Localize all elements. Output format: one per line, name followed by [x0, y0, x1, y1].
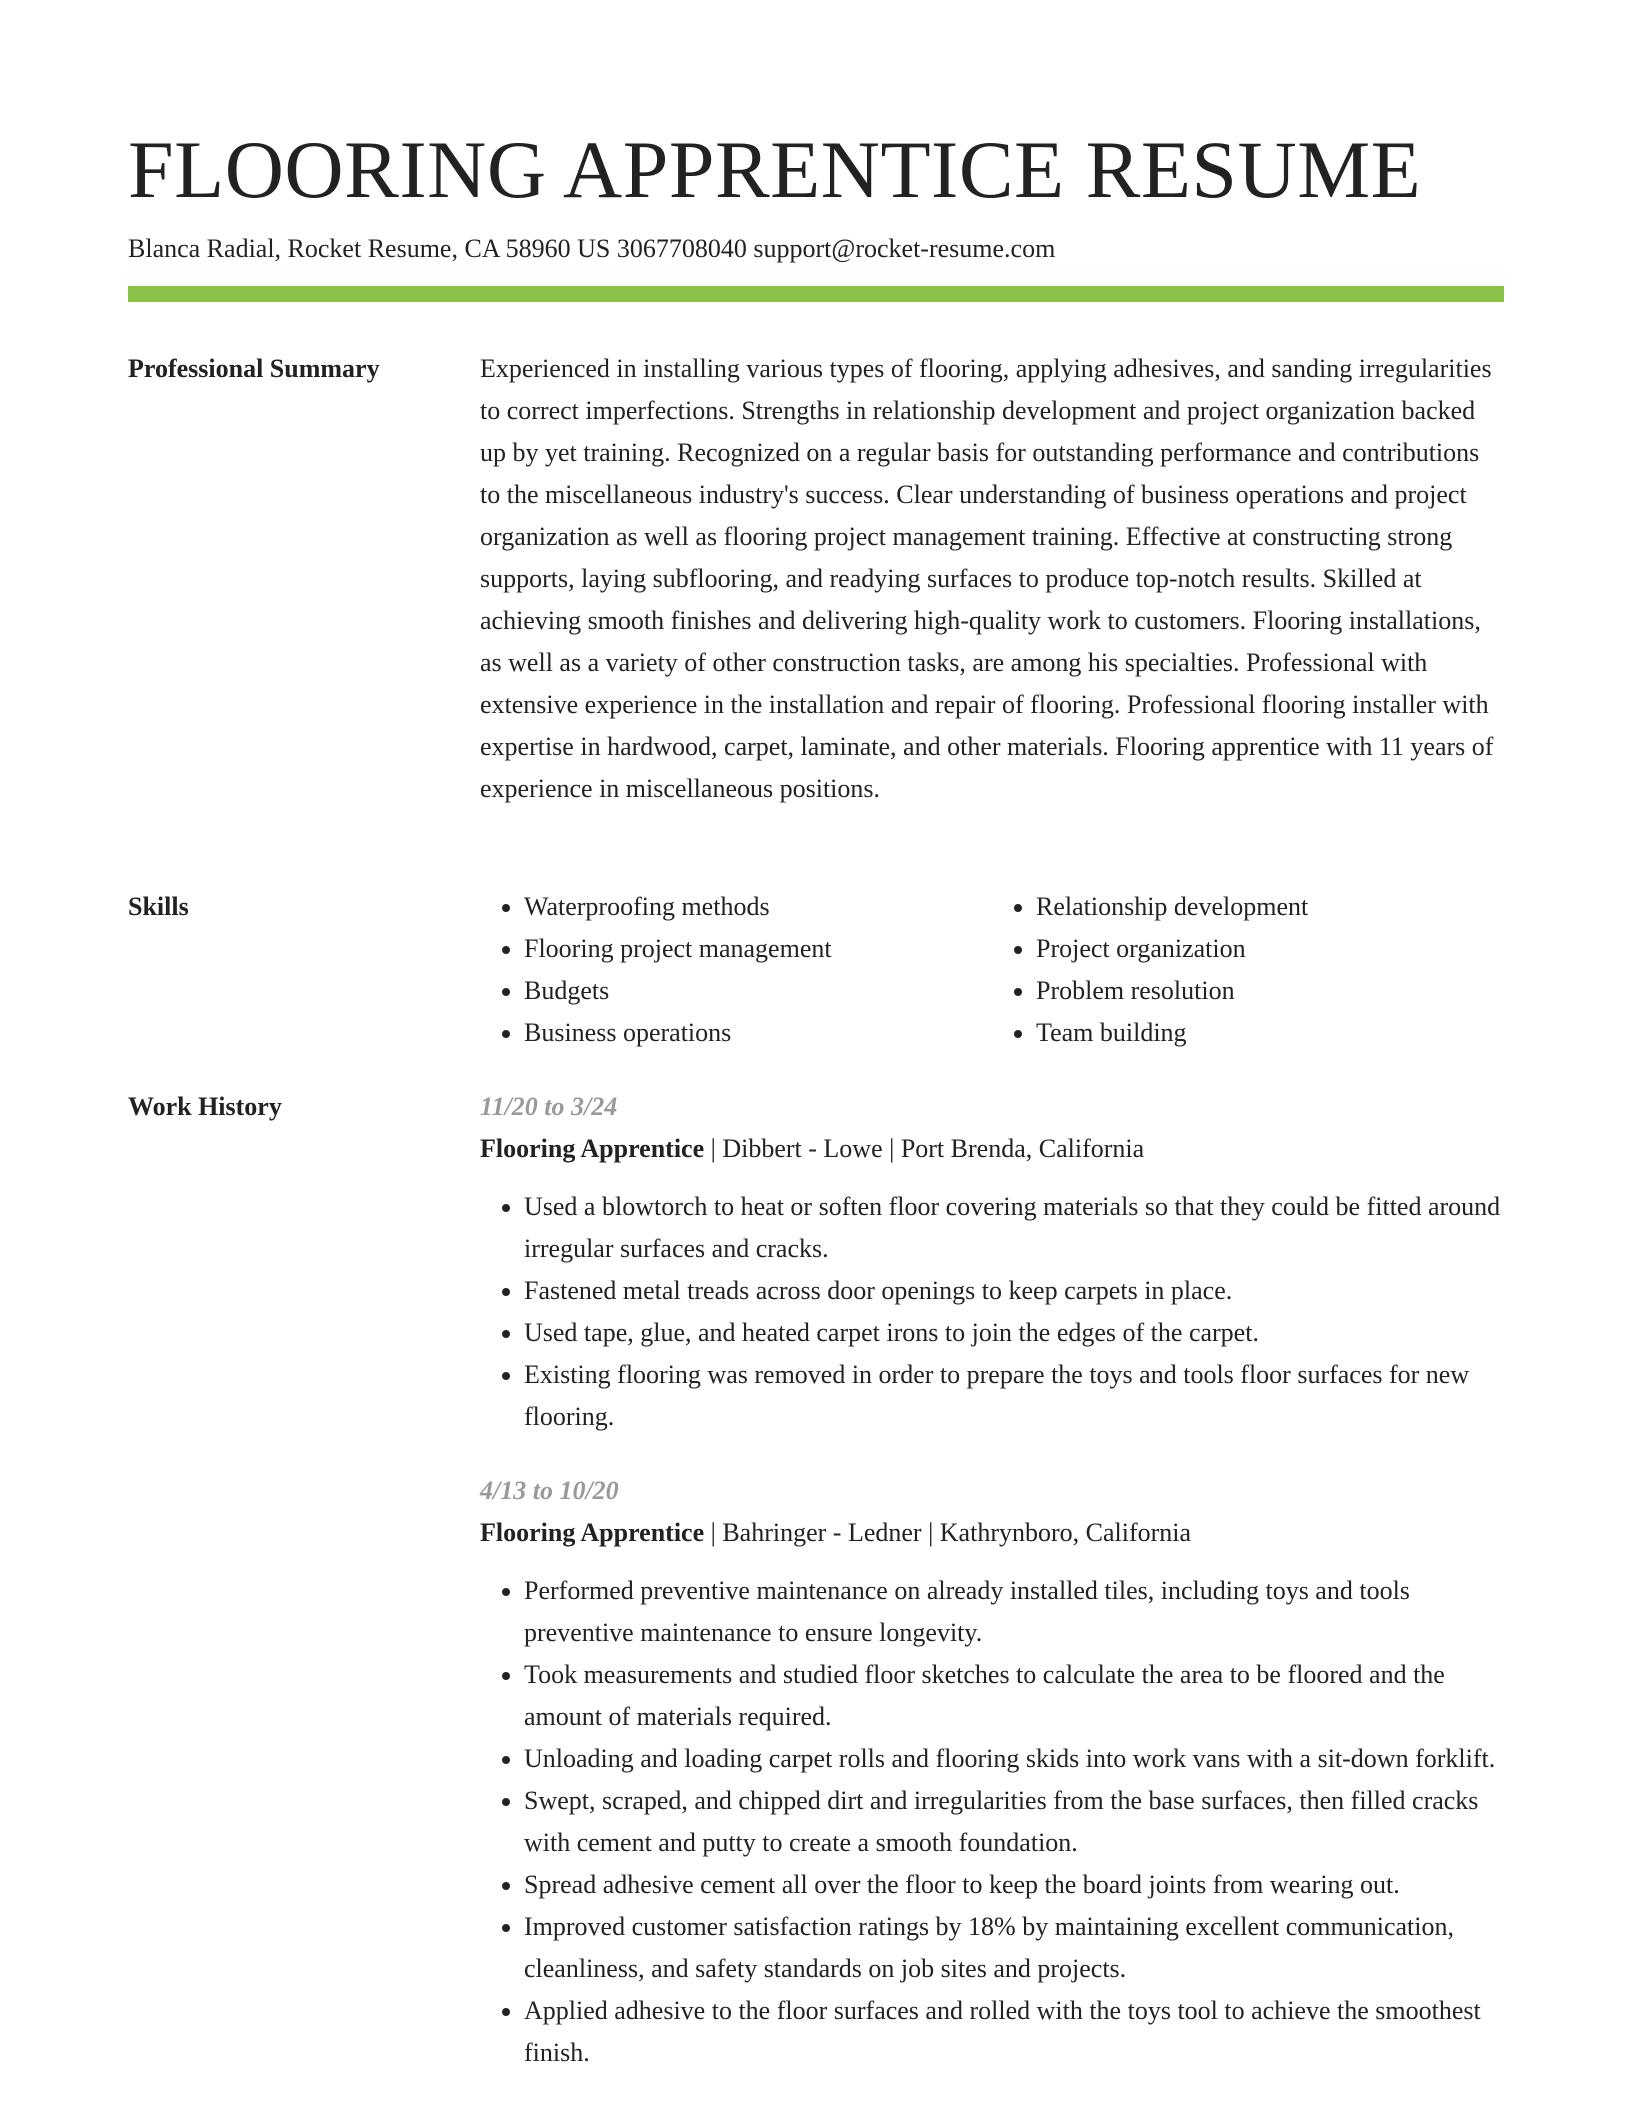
work-history-heading: Work History [128, 1092, 282, 1121]
job-details: | Dibbert - Lowe | Port Brenda, California [704, 1134, 1145, 1163]
job-dates: 11/20 to 3/24 [480, 1092, 618, 1121]
job-bullet: • Improved customer satisfaction ratings by 18% by maintaining excellent communication, cleanliness, and safety standards on job sites and projects. [524, 1906, 1504, 1990]
job-bullets [480, 1570, 1504, 2074]
job-bullet: • Applied adhesive to the floor surfaces and rolled with the toys tool to achieve the smoothest finish. [524, 1990, 1504, 2074]
job-entry [480, 1086, 1504, 1438]
skill-item: • Problem resolution [1036, 970, 1504, 1012]
skill-item: • Flooring project management [524, 928, 992, 970]
job-details: | Bahringer - Ledner | Kathrynboro, California [704, 1518, 1192, 1547]
summary-heading: Professional Summary [128, 354, 380, 383]
summary-text: Experienced in installing various types of flooring, applying adhesives, and sanding irregularities to correct imperfections. Strengths in relationship development and project organization backed up by yet training. Recognized on a regular basis for outstanding performance and contributions to the miscellaneous industry's success. Clear understanding of business operations and project organization as well as flooring project management training. Effective at constructing strong supports, laying subflooring, and readying surfaces to produce top-notch results. Skilled at achieving smooth finishes and delivering high-quality work to customers. Flooring installations, as well as a variety of other construction tasks, are among his specialties. Professional with extensive experience in the installation and repair of flooring. Professional flooring installer with expertise in hardwood, carpet, laminate, and other materials. Flooring apprentice with 11 years of experience in miscellaneous positions. [480, 354, 1494, 803]
job-bullet: • Unloading and loading carpet rolls and flooring skids into work vans with a sit-down forklift. [524, 1738, 1504, 1780]
skills-heading: Skills [128, 892, 189, 921]
job-dates: 4/13 to 10/20 [480, 1476, 619, 1505]
skills-list-right [992, 886, 1504, 1054]
skill-item: • Relationship development [1036, 886, 1504, 928]
job-bullet: • Swept, scraped, and chipped dirt and irregularities from the base surfaces, then filled cracks with cement and putty to create a smooth foundation. [524, 1780, 1504, 1864]
accent-divider [128, 286, 1504, 302]
job-title: Flooring Apprentice [480, 1518, 705, 1547]
job-header [480, 1512, 1504, 1554]
job-bullet: • Used tape, glue, and heated carpet irons to join the edges of the carpet. [524, 1312, 1504, 1354]
work-history-body [480, 1086, 1504, 2074]
job-bullet: • Spread adhesive cement all over the floor to keep the board joints from wearing out. [524, 1864, 1504, 1906]
job-bullets [480, 1186, 1504, 1438]
job-header [480, 1128, 1504, 1170]
skill-item: • Budgets [524, 970, 992, 1012]
summary-body [480, 348, 1504, 810]
job-bullet: • Fastened metal treads across door openings to keep carpets in place. [524, 1270, 1504, 1312]
job-bullet: • Existing flooring was removed in order to prepare the toys and tools floor surfaces for new flooring. [524, 1354, 1504, 1438]
skill-item: • Project organization [1036, 928, 1504, 970]
skills-body [480, 886, 1504, 1054]
job-entry [480, 1470, 1504, 2074]
skill-item: • Business operations [524, 1012, 992, 1054]
skills-list-left [480, 886, 992, 1054]
job-bullet: • Took measurements and studied floor sketches to calculate the area to be floored and the amount of materials required. [524, 1654, 1504, 1738]
skill-item: • Team building [1036, 1012, 1504, 1054]
job-title: Flooring Apprentice [480, 1134, 705, 1163]
job-bullet: • Performed preventive maintenance on already installed tiles, including toys and tools preventive maintenance to ensure longevity. [524, 1570, 1504, 1654]
skill-item: • Waterproofing methods [524, 886, 992, 928]
job-bullet: • Used a blowtorch to heat or soften floor covering materials so that they could be fitted around irregular surfaces and cracks. [524, 1186, 1504, 1270]
skills-grid [480, 886, 1504, 1054]
resume-title: FLOORING APPRENTICE RESUME [128, 124, 1422, 215]
contact-line: Blanca Radial, Rocket Resume, CA 58960 US 3067708040 support@rocket-resume.com [128, 234, 1056, 263]
